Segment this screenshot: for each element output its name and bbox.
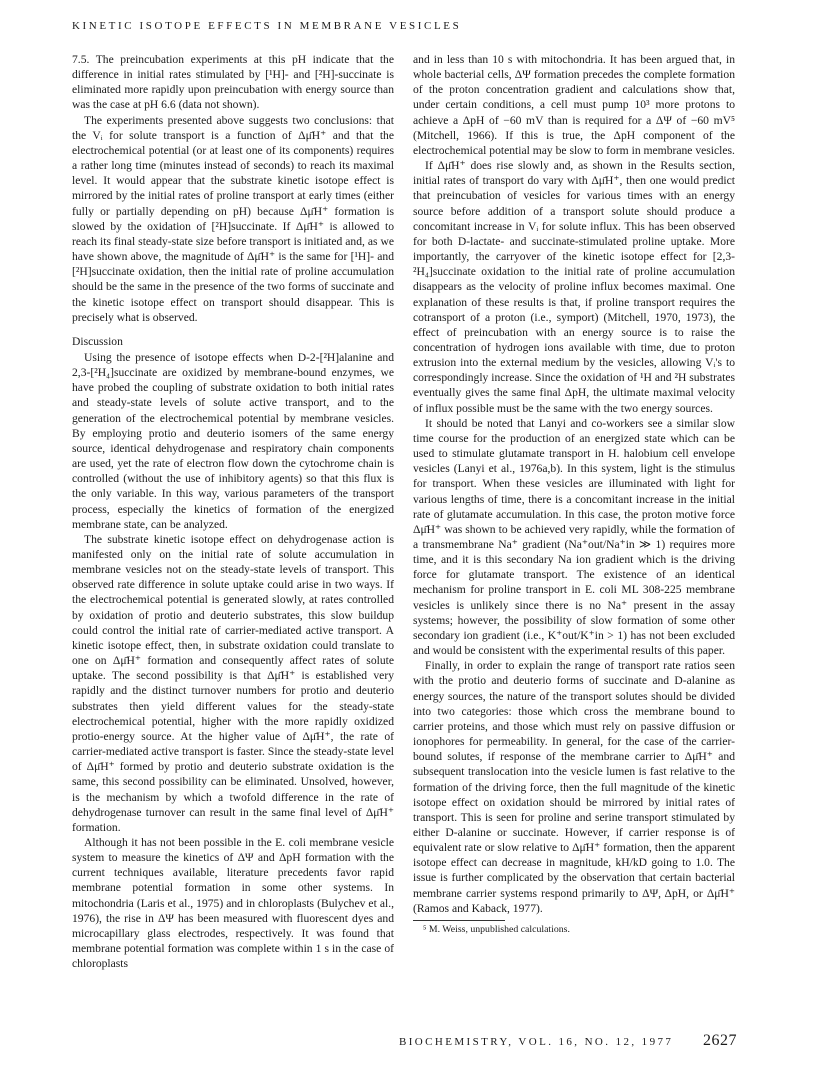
paragraph: Finally, in order to explain the range of transport rate ratios seen with the protio and deuterio forms of succinate and D-alanine as energy sources, the nature of the transport solutes should be divided into two categories: those which cross the membrane bound to carrier proteins, and those which must rely on passive diffusion or ionophores for permeability. In general, for the case of the carrier-bound solutes, if response of the membrane carrier to Δμ̄H⁺ and subsequent translocation into the vesicle lumen is fast relative to the formation of the driving force, then the full magnitude of the kinetic isotope effect on oxidation should be mirrored by initial rates of transport. This is seen for proline and serine transport stimulated by either D-alanine or succinate. However, if carrier response is of equivalent rate or slow relative to Δμ̄H⁺ formation, then the apparent isotope effect can decrease in magnitude, kH/kD going to 1.0. The issue is further complicated by the observation that certain bacterial membrane carrier systems respond primarily to ΔΨ, ΔpH, or Δμ̄H⁺ (Ramos and Kaback, 1977). xyxy=(413,659,735,915)
paragraph: If Δμ̄H⁺ does rise slowly and, as shown in the Results section, initial rates of transport do vary with Δμ̄H⁺, then one would predict that preincubation of vesicles for various times with an energy source before addition of a transport solute should produce a concomitant increase in Vᵢ for solute influx. This has been observed for both D-lactate- and succinate-stimulated proline uptake. More importantly, the carryover of the kinetic isotope effect for [2,3-²H₄]succinate oxidation to the initial rate of proline accumulation disappears as the velocity of proline influx becomes maximal. One explanation of these results is that, if proline transport requires the cotransport of a proton (i.e., symport) (Mitchell, 1970, 1973), the effect of preincubation with an energy source is to raise the concentration of hydrogen ions available with time, due to proton extrusion into the external medium by the vesicles, allowing Vᵢ's to correspondingly increase. Since the oxidation of ¹H and ²H substrates eventually gives the same final ΔpH, the ultimate maximal velocity of influx possible must be the same with the two energy sources. xyxy=(413,159,735,415)
paragraph: It should be noted that Lanyi and co-workers see a similar slow time course for the production of an energized state which can be used to stimulate glutamate transport in H. halobium cell envelope vesicles (Lanyi et al., 1976a,b). In this system, light is the stimulus for transport. When these vesicles are illuminated with light for various lengths of time, there is a concomitant increase in the initial rate of glutamate accumulation. In this case, the proton motive force Δμ̄H⁺ was shown to be achieved very rapidly, while the formation of a transmembrane Na⁺ gradient (Na⁺out/Na⁺in ≫ 1) requires more time, and it is this secondary Na ion gradient which is the driving force for glutamate transport. The existence of an identical mechanism for proline transport in E. coli ML 308-225 membrane vesicles is unlikely since there is no Na⁺ present in the assay systems; however, the possibility of slow formation of some other secondary ion gradient (i.e., K⁺out/K⁺in > 1) has not been excluded and would be consistent with the experimental results of this paper. xyxy=(413,416,735,658)
journal-footer: BIOCHEMISTRY, VOL. 16, NO. 12, 1977 xyxy=(399,1036,674,1048)
paragraph: The experiments presented above suggests two conclusions: that the Vᵢ for solute transport is a function of Δμ̄H⁺ and that the electrochemical potential (or at least one of its components) requires a rather long time (minutes instead of seconds) to reach its maximal level. It would appear that the substrate kinetic isotope effect is mirrored by the initial rates of proline transport at early times (either fully or partially depending on pH) because Δμ̄H⁺ formation is slowed by the oxidation of [²H]succinate. If Δμ̄H⁺ is allowed to reach its final steady-state size before transport is initiated and, as we have shown above, the magnitude of Δμ̄H⁺ is the same for [¹H]- and [²H]succinate oxidation, then the initial rate of proline accumulation should be the same in the presence of the two forms of succinate and the kinetic isotope effect on transport should disappear. This is precisely what is observed. xyxy=(72,113,394,324)
footnote-divider xyxy=(413,920,505,921)
page-number: 2627 xyxy=(703,1032,737,1049)
left-column xyxy=(72,52,394,971)
paragraph: 7.5. The preincubation experiments at this pH indicate that the difference in initial rates stimulated by [¹H]- and [²H]-succinate is eliminated more rapidly upon preincubation with energy source than was the case at pH 6.6 (data not shown). xyxy=(72,53,394,112)
running-head: KINETIC ISOTOPE EFFECTS IN MEMBRANE VESICLES xyxy=(72,20,462,32)
section-heading-discussion: Discussion xyxy=(72,334,123,348)
paragraph: Although it has not been possible in the E. coli membrane vesicle system to measure the kinetics of ΔΨ and ΔpH formation with the current techniques available, literature precedents favor rapid membrane potential formation in some other systems. In mitochondria (Laris et al., 1975) and in chloroplasts (Bulychev et al., 1976), the rise in ΔΨ has been measured with fluorescent dyes and microcapillary glass electrodes, respectively. It was found that membrane potential formation was complete within 1 s in the case of chloroplasts xyxy=(72,835,394,971)
right-column xyxy=(413,52,735,936)
paragraph: Using the presence of isotope effects when D-2-[²H]alanine and 2,3-[²H₄]succinate are oxidized by membrane-bound enzymes, we have probed the coupling of substrate oxidation to both initial rates and steady-state levels of solute active transport, and to the generation of the electrochemical potential by membrane vesicles. By employing protio and deuterio isomers of the same energy source, identical dehydrogenase and respiratory chain components are used, yet the rate of electron flow down the cytochrome chain is controlled (without the use of inhibitory agents) so that this flux is the only variable. In this way, various parameters of the transport process, especially the kinetics of formation of the energized membrane state, can be analyzed. xyxy=(72,350,394,531)
paragraph: and in less than 10 s with mitochondria. It has been argued that, in whole bacterial cells, ΔΨ formation precedes the complete formation of the proton concentration gradient and calculations show that, under certain conditions, a cell must pump 10³ more protons to achieve a ΔpH of −60 mV than is required for a ΔΨ of −60 mV⁵ (Mitchell, 1966). If this is true, the ΔpH component of the electrochemical potential may be slow to form in membrane vesicles. xyxy=(413,53,735,157)
paragraph: The substrate kinetic isotope effect on dehydrogenase action is manifested only on the initial rate of solute accumulation in membrane vesicles not on the steady-state levels of transport. This observed rate difference in solute uptake could arise in two ways. If the electrochemical potential is generated slowly, at rates controlled by oxidation of protio and deuterio substrates, this slow buildup could control the initial rate of carrier-mediated active transport. A kinetic isotope effect, then, in substrate oxidation could translate to one on Δμ̄H⁺ formation and consequently affect rates of solute uptake. The second possibility is that Δμ̄H⁺ is established very rapidly and the distinct turnover numbers for protio and deuterio substrates then yield different values for the steady-state electrochemical potential, higher with the more rapidly oxidized protio-energy source. At the higher value of Δμ̄H⁺, the rate of carrier-mediated active transport is faster. Since the steady-state level of Δμ̄H⁺ formed by protio and deuterio substrate oxidation is the same, this second possibility can be eliminated. Unsolved, however, is the mechanism by which a twofold difference in the rate of dehydrogenase turnover can result in the same final level of Δμ̄H⁺ formation. xyxy=(72,532,394,834)
footnote: ⁵ M. Weiss, unpublished calculations. xyxy=(423,923,570,935)
